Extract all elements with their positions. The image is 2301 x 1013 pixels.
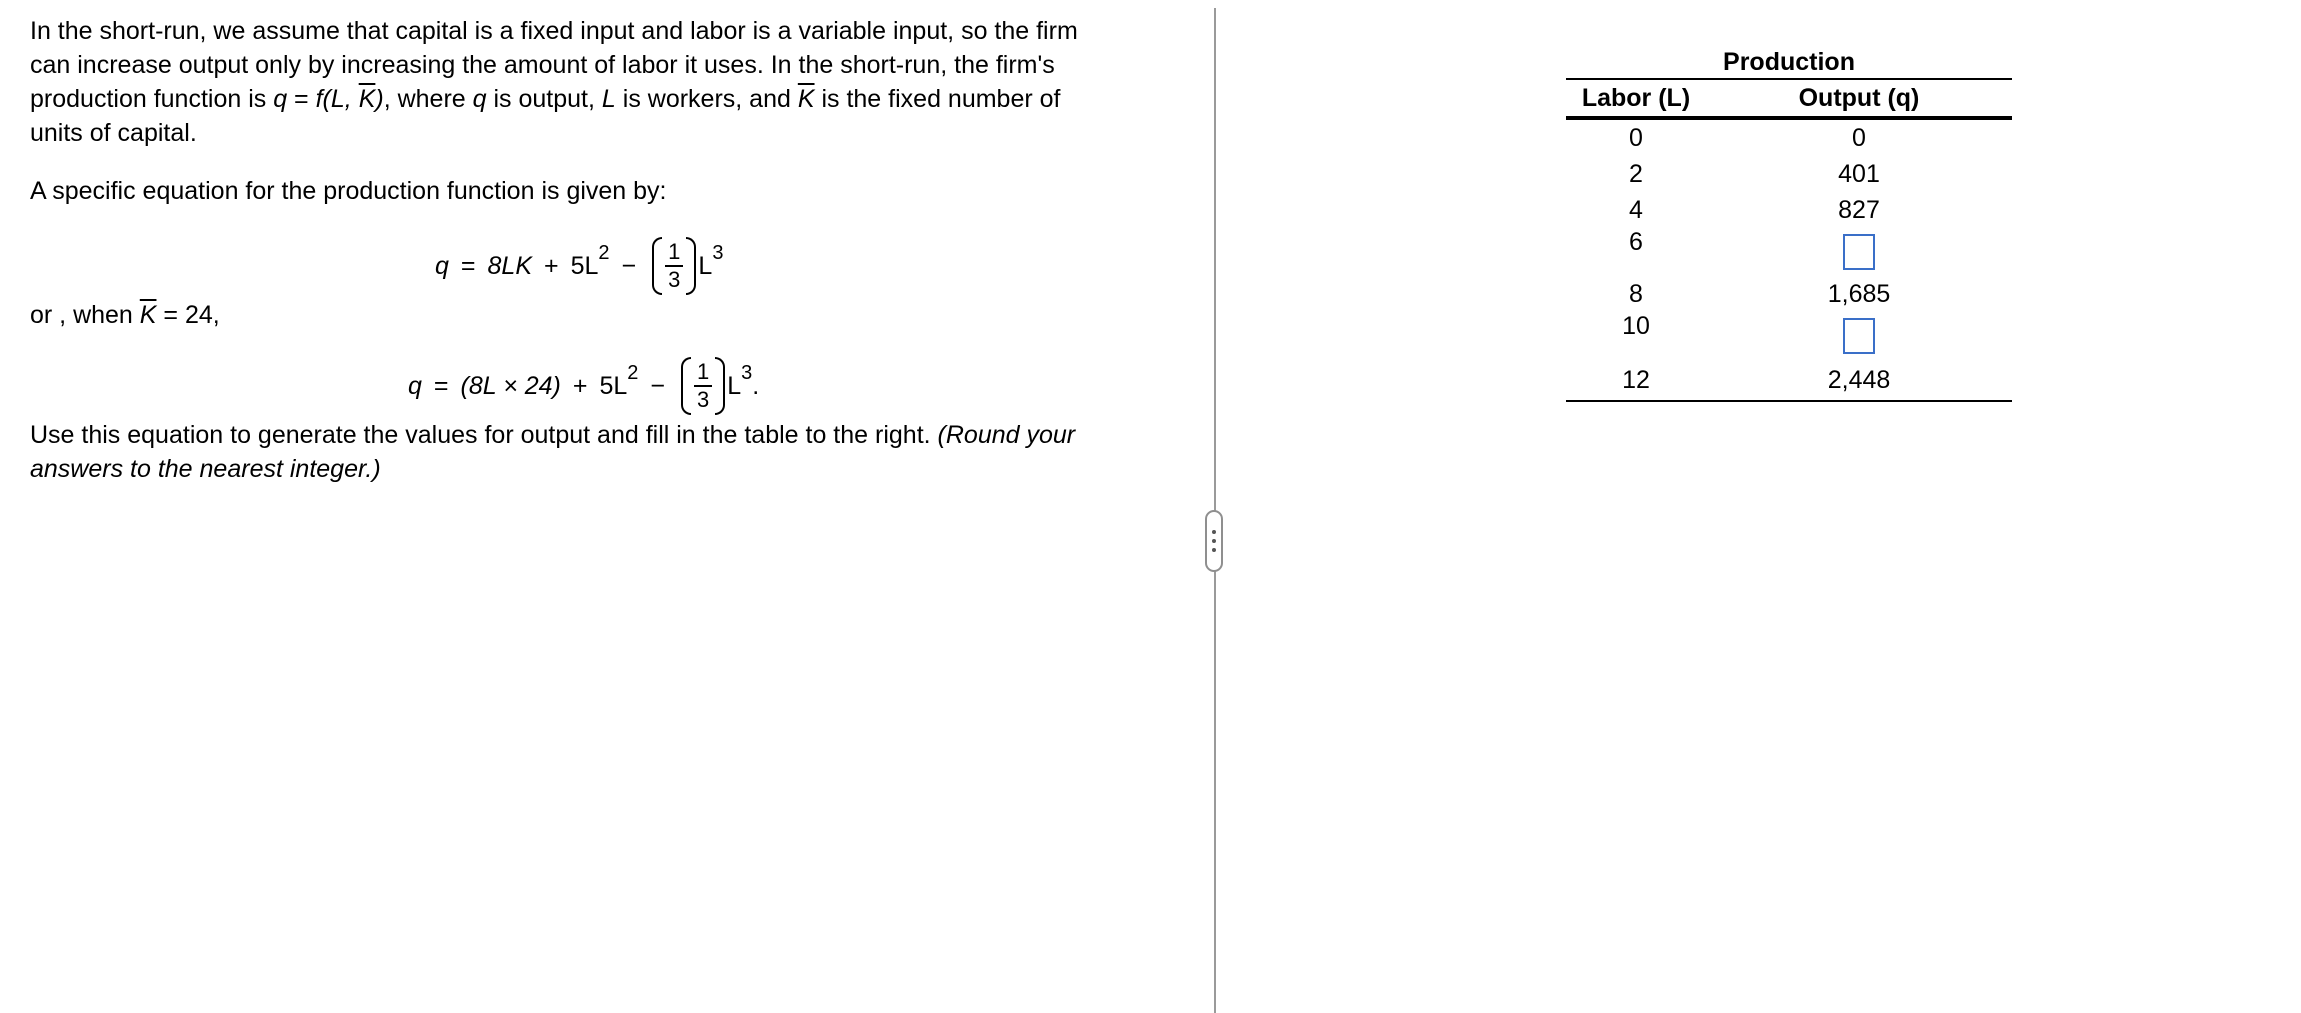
labor-cell: 2	[1629, 159, 1643, 188]
eq1-equals: =	[460, 252, 476, 280]
intro-output: is output,	[486, 85, 602, 113]
when-k-bar: $\overline{K}$	[139, 301, 157, 329]
production-equation-general	[435, 234, 1150, 298]
output-cell: 1,685	[1827, 279, 1891, 308]
eq1-term1: 8LK	[487, 252, 532, 280]
l-symbol: L	[601, 85, 616, 113]
eq2-term1: (8L × 24)	[460, 372, 561, 400]
eq2-equals: =	[433, 372, 449, 400]
eq1-fraction-paren	[652, 234, 696, 298]
eq1-exp2: 2	[598, 242, 610, 264]
eq2-minus: −	[650, 372, 665, 400]
eq2-frac-num: 1	[694, 359, 712, 387]
eq1-minus: −	[621, 252, 637, 280]
table-row	[1566, 192, 2012, 228]
intro-workers: is workers, and	[615, 85, 798, 113]
eq2-frac-den: 3	[696, 387, 710, 412]
k-bar-symbol: $\overline{K}$	[358, 85, 376, 113]
eq2-plus: +	[572, 372, 588, 400]
grip-dot-icon	[1212, 530, 1216, 534]
eq2-lhs: q	[408, 372, 422, 400]
eq2-fraction-paren	[681, 354, 725, 418]
table-row	[1566, 156, 2012, 192]
output-cell: 2,448	[1706, 360, 2012, 401]
eq2-term2: 5L	[599, 372, 628, 400]
eq2-fraction	[694, 359, 712, 413]
table-header-row	[1566, 79, 2012, 118]
eq1-plus: +	[544, 252, 559, 280]
eq1-lhs: q	[435, 252, 449, 280]
instructions-text: Use this equation to generate the values for output and fill in the table to the right.	[30, 421, 938, 449]
production-table	[1566, 78, 2012, 402]
table-row	[1566, 312, 2012, 360]
when-k-line	[30, 298, 1150, 332]
eq2-exp3: 3	[741, 362, 753, 384]
table-row	[1566, 228, 2012, 276]
grip-dot-icon	[1212, 539, 1216, 543]
intro-fixed: is the fixed number of	[814, 85, 1061, 113]
eq1-term2: 5L	[570, 252, 599, 280]
eq2-exp2: 2	[627, 362, 639, 384]
eq1-term3: L	[698, 252, 713, 280]
intro-line-3-start: production function is	[30, 85, 274, 113]
rounding-hint-1: (Round your	[937, 421, 1076, 449]
intro-paragraph	[30, 14, 1150, 150]
function-close: )	[375, 85, 384, 113]
output-cell: 0	[1852, 123, 1866, 152]
equals-sign: =	[287, 85, 316, 113]
output-cell: 401	[1838, 159, 1880, 188]
eq1-frac-num: 1	[665, 239, 683, 267]
specific-equation-label: A specific equation for the production function is given by:	[30, 177, 667, 205]
table-row	[1566, 360, 2012, 401]
intro-line-4: units of capital.	[30, 119, 197, 147]
k-bar-symbol-2: $\overline{K}$	[797, 85, 815, 113]
grip-dot-icon	[1212, 548, 1216, 552]
output-answer-input-l6[interactable]	[1843, 234, 1875, 270]
intro-line-2: can increase output only by increasing the amount of labor it uses. In the short-run, the firm's	[30, 51, 1055, 79]
table-caption: Production	[1723, 48, 1855, 76]
output-cell	[1706, 228, 2012, 276]
production-table-container	[1566, 46, 2012, 402]
when-prefix: or , when	[30, 301, 140, 329]
header-labor: Labor (L)	[1566, 79, 1706, 118]
header-output: Output (q)	[1706, 79, 2012, 118]
q-symbol-2: q	[472, 85, 487, 113]
output-cell	[1706, 312, 2012, 360]
question-text-pane	[30, 14, 1150, 486]
eq2-period: .	[752, 372, 760, 400]
eq1-exp3: 3	[712, 242, 724, 264]
production-equation-specific	[408, 354, 1150, 418]
pane-resize-handle[interactable]	[1205, 510, 1223, 572]
eq1-frac-den: 3	[668, 267, 681, 292]
labor-cell: 0	[1629, 123, 1643, 152]
eq1-fraction	[665, 239, 683, 293]
when-suffix: = 24,	[156, 301, 220, 329]
labor-cell: 10	[1622, 312, 1650, 340]
labor-cell: 8	[1629, 279, 1643, 308]
q-symbol: q	[273, 85, 288, 113]
output-cell: 827	[1838, 195, 1880, 224]
eq2-term3: L	[727, 372, 742, 400]
rounding-hint-2: answers to the nearest integer.)	[30, 455, 381, 483]
function-f: f(L,	[315, 85, 359, 113]
output-answer-input-l10[interactable]	[1843, 318, 1875, 354]
labor-cell: 4	[1629, 195, 1643, 224]
intro-line-1: In the short-run, we assume that capital is a fixed input and labor is a variable input, so the firm	[30, 17, 1078, 45]
labor-cell: 6	[1629, 228, 1643, 256]
instructions-paragraph	[30, 418, 1150, 486]
table-row	[1566, 276, 2012, 312]
intro-where: , where	[383, 85, 473, 113]
table-row	[1566, 118, 2012, 156]
labor-cell: 12	[1566, 360, 1706, 401]
